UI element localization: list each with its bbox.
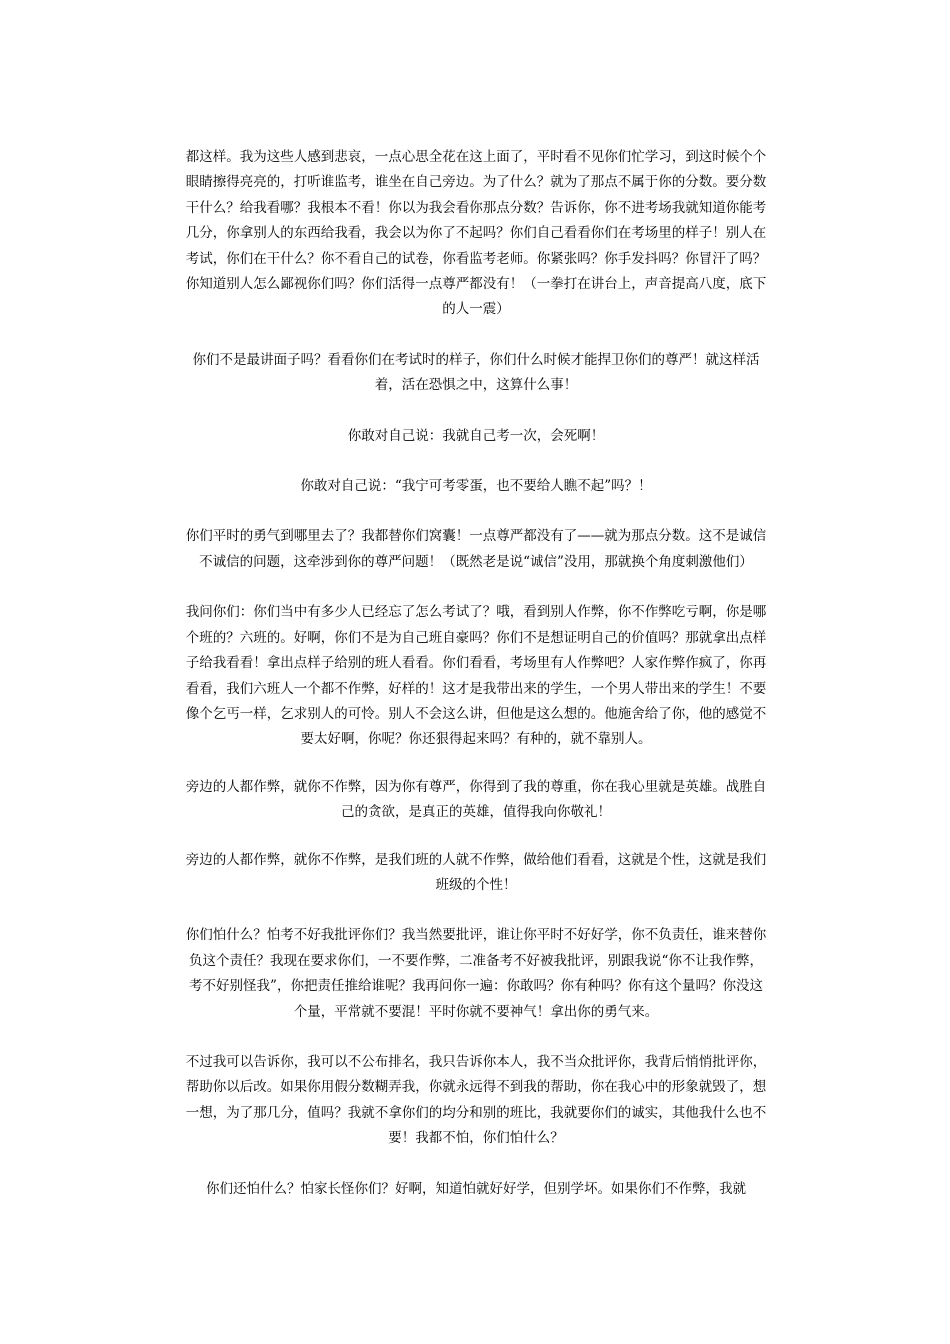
paragraph-10: 不过我可以告诉你，我可以不公布排名，我只告诉你本人，我不当众批评你，我背后悄悄批评你，帮助你以后改。如果你用假分数糊弄我，你就永远得不到我的帮助，你在我心中的形象就毁了，想一想，为了那几分，值吗？我就不拿你们的均分和别的班比，我就要你们的诚实，其他我什么也不要！我都不怕，你们怕什么？ <box>185 1053 767 1147</box>
paragraph-gap <box>185 1152 767 1177</box>
paragraph-8: 旁边的人都作弊，就你不作弊，是我们班的人就不作弊，做给他们看看，这就是个性，这就是我们班级的个性！ <box>185 851 767 893</box>
paragraph-2: 你们不是最讲面子吗？看看你们在考试时的样子，你们什么时候才能捍卫你们的尊严！就这样活着，活在恐惧之中，这算什么事！ <box>192 351 760 394</box>
paragraph-3: 你敢对自己说：我就自己考一次，会死啊！ <box>347 427 605 444</box>
paragraph-gap <box>185 826 767 848</box>
paragraph-gap <box>185 898 767 923</box>
paragraph-7: 旁边的人都作弊，就你不作弊，因为你有尊严，你得到了我的尊重，你在我心里就是英雄。战胜自己的贪欲，是真正的英雄，值得我向你敬礼！ <box>185 778 767 821</box>
paragraph-gap <box>185 499 767 524</box>
paragraph-9: 你们怕什么？怕考不好我批评你们？我当然要批评，谁让你平时不好好学，你不负责任，谁来替你负这个责任？我现在要求你们，一不要作弊，二准备考不好被我批评，别跟我说“你不让我作弊，考不好别怪我”，你把责任推给谁呢？我再问你一遍：你敢吗？你有种吗？你有这个量吗？你没这个量，平常就不要混！平时你就不要神气！拿出你的勇气来。 <box>185 927 767 1020</box>
paragraph-11: 你们还怕什么？怕家长怪你们？好啊，知道怕就好好学，但别学坏。如果你们不作弊，我就 <box>206 1180 746 1197</box>
paragraph-gap <box>185 753 767 775</box>
document-page <box>185 145 767 1202</box>
paragraph-1: 都这样。我为这些人感到悲哀，一点心思全花在这上面了，平时看不见你们忙学习，到这时候个个眼睛擦得亮亮的，打听谁监考，谁坐在自己旁边。为了什么？就为了那点不属于你的分数。要分数干什么？给我看哪？我根本不看！你以为我会看你那点分数？告诉你，你不进考场我就知道你能考几分，你拿别人的东西给我看，我会以为你了不起吗？你们自己看看你们在考场里的样子！别人在考试，你们在干什么？你不看自己的试卷，你看监考老师。你紧张吗？你手发抖吗？你冒汗了吗？你知道别人怎么鄙视你们吗？你们活得一点尊严都没有！（一拳打在讲台上，声音提高八度，底下的人一震） <box>185 149 767 318</box>
paragraph-6: 我问你们：你们当中有多少人已经忘了怎么考试了？哦，看到别人作弊，你不作弊吃亏啊，你是哪个班的？六班的。好啊，你们不是为自己班自豪吗？你们不是想证明自己的价值吗？那就拿出点样子给我看看！拿出点样子给别的班人看看。你们看看，考场里有人作弊吧？人家作弊作疯了，你再看看，我们六班人一个都不作弊，好样的！这才是我带出来的学生，一个男人带出来的学生！不要像个乞丐一样，乞求别人的可怜。别人不会这么讲，但他是这么想的。他施舍给了你，他的感觉不要太好啊，你呢？你还狠得起来吗？有种的，就不靠别人。 <box>185 604 767 748</box>
paragraph-gap <box>185 323 767 348</box>
paragraph-5: 你们平时的勇气到哪里去了？我都替你们窝囊！一点尊严都没有了——就为那点分数。这不是诚信不诚信的问题，这牵涉到你的尊严问题！（既然老是说“诚信”没用，那就换个角度刺激他们） <box>185 528 767 570</box>
paragraph-gap <box>185 575 767 600</box>
paragraph-gap <box>185 1025 767 1050</box>
paragraph-gap <box>185 449 767 474</box>
paragraph-gap <box>185 399 767 424</box>
paragraph-4: 你敢对自己说：“我宁可考零蛋，也不要给人瞧不起”吗？！ <box>300 478 652 495</box>
